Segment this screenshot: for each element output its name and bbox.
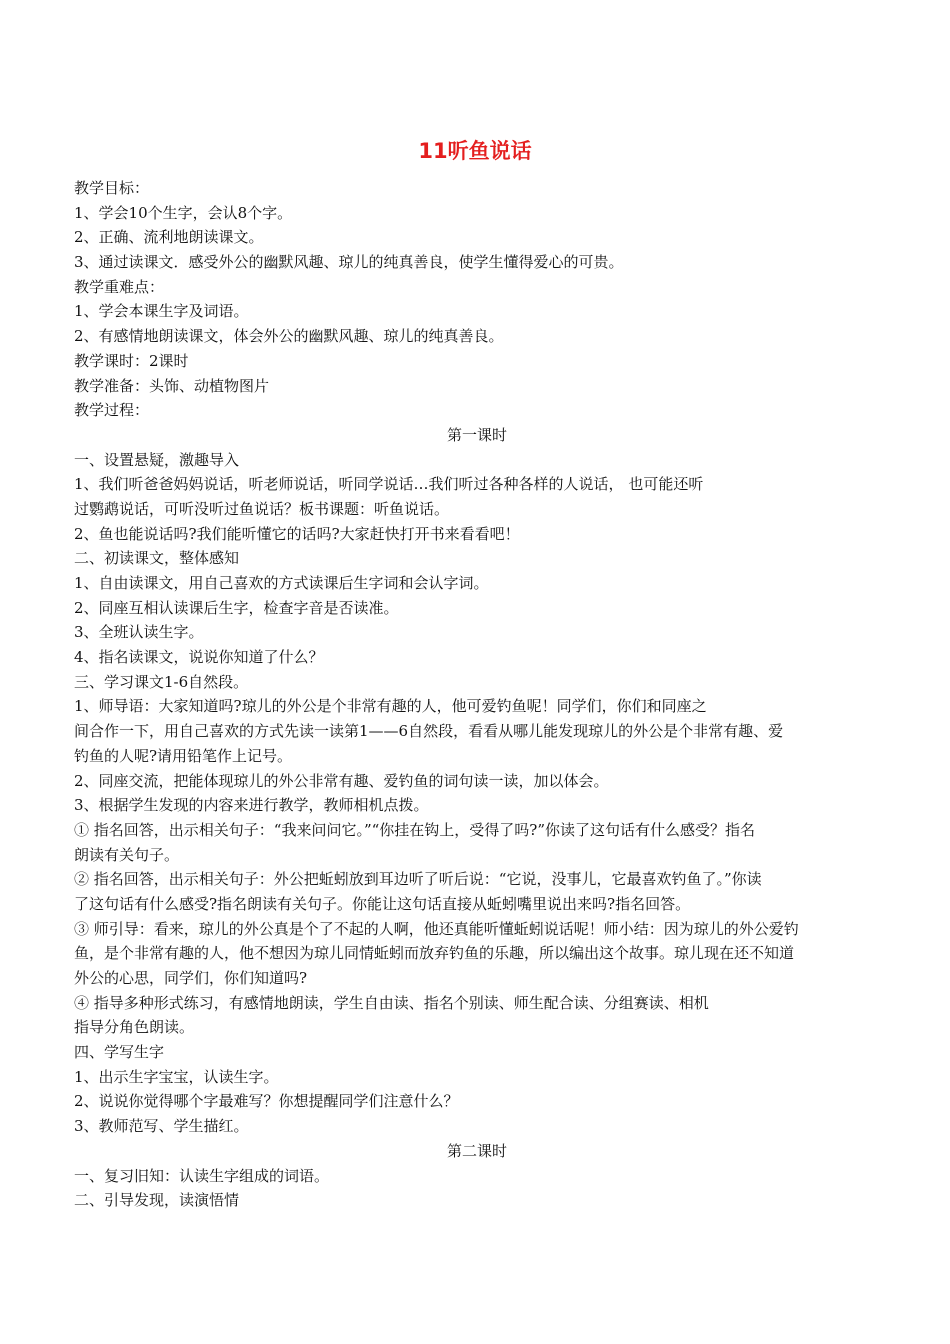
step-heading: 二、初读课文，整体感知	[74, 549, 240, 568]
step-heading: 一、复习旧知：认读生字组成的词语。	[74, 1166, 330, 1185]
text-line: 2、同座交流，把能体现琼儿的外公非常有趣、爱钓鱼的词句读一读，加以体会。	[74, 771, 609, 790]
lesson-hours: 教学课时：2课时	[74, 351, 189, 370]
key-point-item: 2、有感情地朗读课文，体会外公的幽默风趣、琼儿的纯真善良。	[74, 327, 504, 346]
text-line: 鱼，是个非常有趣的人，他不想因为琼儿同情蚯蚓而放弃钓鱼的乐趣，所以编出这个故事。琼儿现在还不知道	[74, 944, 795, 963]
text-line: 钓鱼的人呢?请用铅笔作上记号。	[74, 746, 293, 765]
goal-item: 3、通过读课文．感受外公的幽默风趣、琼儿的纯真善良，使学生懂得爱心的可贵。	[74, 253, 624, 272]
lesson-two-heading: 第二课时	[446, 1141, 507, 1160]
goal-item: 1、学会10个生字，会认8个字。	[74, 203, 293, 222]
step-heading: 三、学习课文1-6自然段。	[74, 672, 249, 691]
text-line: 指导分角色朗读。	[74, 1018, 195, 1037]
section-heading-process: 教学过程：	[74, 401, 150, 420]
text-line: 1、自由读课文，用自己喜欢的方式读课后生字词和会认字词。	[74, 574, 489, 592]
text-line: 间合作一下，用自己喜欢的方式先读一读第1——6自然段，看看从哪儿能发现琼儿的外公是个非常有趣、爱	[74, 722, 784, 741]
text-line: 朗读有关句子。	[74, 845, 180, 864]
text-line: 1、师导语：大家知道吗?琼儿的外公是个非常有趣的人，他可爱钓鱼呢！同学们，你们和同座之	[74, 697, 707, 716]
text-line: 2、同座互相认读课后生字，检查字音是否读准。	[74, 598, 399, 617]
key-point-item: 1、学会本课生字及词语。	[74, 302, 249, 321]
section-heading-key-points: 教学重难点：	[74, 277, 165, 296]
text-line: 4、指名读课文，说说你知道了什么？	[74, 648, 324, 667]
text-line: 3、全班认读生字。	[74, 623, 204, 642]
text-line: 3、根据学生发现的内容来进行教学，教师相机点拨。	[74, 796, 429, 815]
text-line: 过鹦鹉说话，可听没听过鱼说话？板书课题：听鱼说话。	[74, 499, 450, 518]
step-heading: 二、引导发现，读演悟情	[74, 1191, 240, 1210]
section-heading-goals: 教学目标：	[74, 179, 150, 197]
goal-item: 2、正确、流利地朗读课文。	[74, 228, 264, 247]
text-line: ③ 师引导：看来，琼儿的外公真是个了不起的人啊，他还真能听懂蚯蚓说话呢！师小结：因为琼儿的外公爱钓	[74, 919, 799, 938]
text-line: 1、出示生字宝宝，认读生字。	[74, 1067, 279, 1086]
step-heading: 四、学写生字	[74, 1043, 165, 1062]
text-line: 3、教师范写、学生描红。	[74, 1117, 249, 1136]
text-line: ① 指名回答，出示相关句子：“我来问问它。”“你挂在钩上，受得了吗?”你读了这句话有什么感受？指名	[74, 820, 755, 839]
document-body	[74, 176, 880, 1213]
document-title: 11听鱼说话	[418, 139, 532, 163]
text-line: 2、鱼也能说话吗?我们能听懂它的话吗?大家赶快打开书来看看吧！	[74, 524, 520, 543]
text-line: ④ 指导多种形式练习，有感情地朗读，学生自由读、指名个别读、师生配合读、分组赛读、相机	[74, 993, 709, 1012]
text-line: 2、说说你觉得哪个字最难写？你想提醒同学们注意什么？	[74, 1092, 459, 1111]
text-line: ② 指名回答，出示相关句子：外公把蚯蚓放到耳边听了听后说：“它说，没事儿，它最喜欢钓鱼了。”你读	[74, 870, 762, 889]
lesson-one-heading: 第一课时	[446, 425, 507, 444]
text-line: 了这句话有什么感受?指名朗读有关句子。你能让这句话直接从蚯蚓嘴里说出来吗?指名回答。	[74, 894, 691, 913]
step-heading: 一、设置悬疑，激趣导入	[74, 450, 240, 469]
preparation: 教学准备：头饰、动植物图片	[74, 376, 270, 395]
text-line: 1、我们听爸爸妈妈说话，听老师说话，听同学说话…我们听过各种各样的人说话， 也可能还听	[74, 475, 704, 494]
text-line: 外公的心思，同学们，你们知道吗?	[74, 969, 308, 987]
